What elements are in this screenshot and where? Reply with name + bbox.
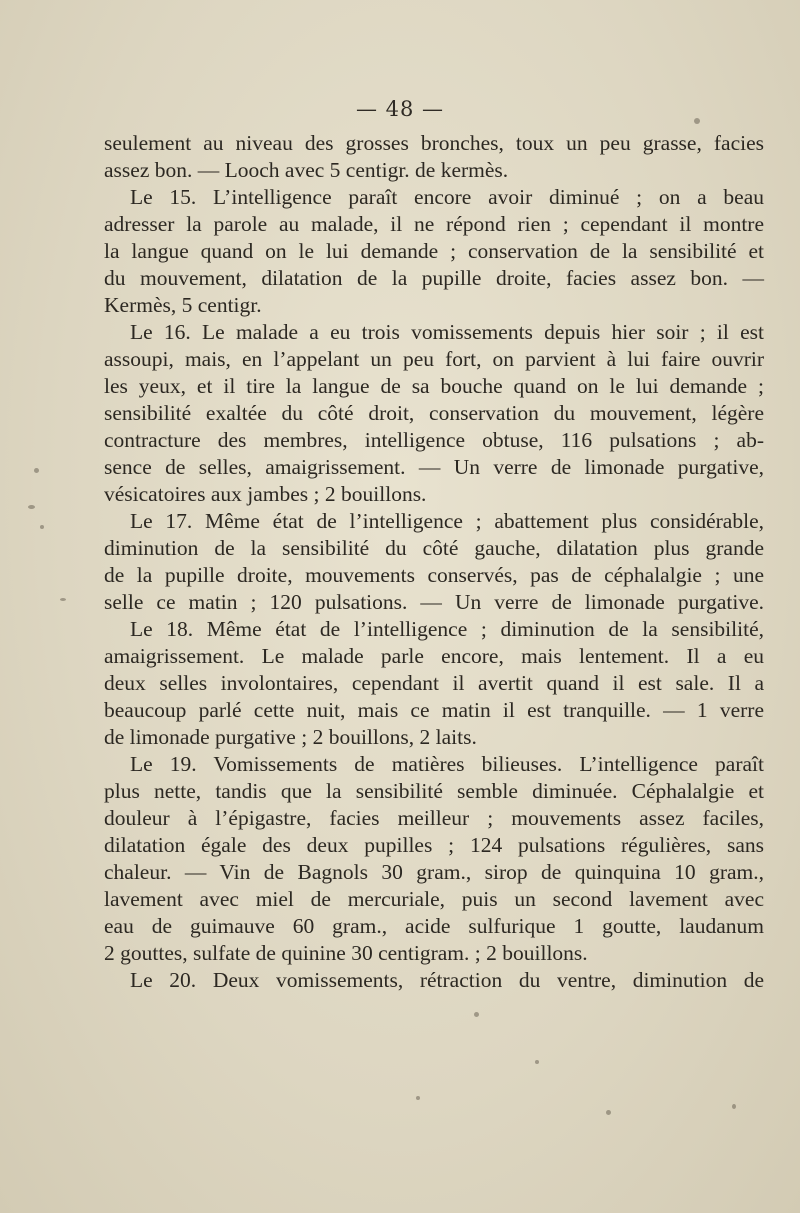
text-line: 2 gouttes, sulfate de quinine 30 centigram. ; 2 bouillons. xyxy=(104,941,588,965)
text-line: Le 15. L’intelligence paraît encore avoir diminué ; on a beau xyxy=(130,185,764,209)
text-line: seulement au niveau des grosses bronches, toux un peu grasse, facies xyxy=(104,131,764,155)
text-line: selle ce matin ; 120 pulsations. — Un verre de limonade purgative. xyxy=(104,590,764,614)
foxing-speck xyxy=(60,598,66,601)
text-line: dilatation égale des deux pupilles ; 124 pulsations régulières, sans xyxy=(104,833,764,857)
text-line: beaucoup parlé cette nuit, mais ce matin il est tranquille. — 1 verre xyxy=(104,698,764,722)
foxing-speck xyxy=(474,1012,479,1017)
text-line: lavement avec miel de mercuriale, puis un second lavement avec xyxy=(104,887,764,911)
text-line: sensibilité exaltée du côté droit, conservation du mouvement, légère xyxy=(104,401,764,425)
foxing-speck xyxy=(28,505,35,509)
foxing-speck xyxy=(416,1096,420,1100)
text-line: de la pupille droite, mouvements conservés, pas de céphalalgie ; une xyxy=(104,563,764,587)
text-line: amaigrissement. Le malade parle encore, mais lentement. Il a eu xyxy=(104,644,764,668)
page-number: — 48 — xyxy=(355,97,445,121)
text-line: assez bon. — Looch avec 5 centigr. de kermès. xyxy=(104,158,509,182)
text-line: du mouvement, dilatation de la pupille droite, facies assez bon. — xyxy=(104,266,764,290)
foxing-speck xyxy=(694,118,700,124)
text-line: eau de guimauve 60 gram., acide sulfurique 1 goutte, laudanum xyxy=(104,914,764,938)
text-line: Le 16. Le malade a eu trois vomissements depuis hier soir ; il est xyxy=(130,320,764,344)
text-line: la langue quand on le lui demande ; conservation de la sensibilité et xyxy=(104,239,764,263)
foxing-speck xyxy=(606,1110,611,1115)
text-line: adresser la parole au malade, il ne répond rien ; cependant il montre xyxy=(104,212,764,236)
text-line: assoupi, mais, en l’appelant un peu fort, on parvient à lui faire ouvrir xyxy=(104,347,764,371)
text-line: sence de selles, amaigrissement. — Un verre de limonade purgative, xyxy=(104,455,764,479)
text-line: douleur à l’épigastre, facies meilleur ; mouvements assez faciles, xyxy=(104,806,764,830)
foxing-speck xyxy=(732,1104,736,1109)
text-line: Kermès, 5 centigr. xyxy=(104,293,262,317)
foxing-speck xyxy=(40,525,44,529)
text-line: Le 17. Même état de l’intelligence ; abattement plus considérable, xyxy=(130,509,764,533)
text-line: deux selles involontaires, cependant il avertit quand il est sale. Il a xyxy=(104,671,764,695)
text-line: diminution de la sensibilité du côté gauche, dilatation plus grande xyxy=(104,536,764,560)
body-text xyxy=(104,130,764,994)
text-line: chaleur. — Vin de Bagnols 30 gram., sirop de quinquina 10 gram., xyxy=(104,860,764,884)
foxing-speck xyxy=(535,1060,539,1064)
text-line: Le 18. Même état de l’intelligence ; diminution de la sensibilité, xyxy=(130,617,764,641)
text-line: de limonade purgative ; 2 bouillons, 2 laits. xyxy=(104,725,477,749)
foxing-speck xyxy=(34,468,39,473)
text-line: Le 19. Vomissements de matières bilieuses. L’intelligence paraît xyxy=(130,752,764,776)
text-line: Le 20. Deux vomissements, rétraction du ventre, diminution de xyxy=(130,968,764,992)
text-line: vésicatoires aux jambes ; 2 bouillons. xyxy=(104,482,427,506)
text-line: les yeux, et il tire la langue de sa bouche quand on le lui demande ; xyxy=(104,374,764,398)
text-line: contracture des membres, intelligence obtuse, 116 pulsations ; ab- xyxy=(104,428,764,452)
text-line: plus nette, tandis que la sensibilité semble diminuée. Céphalalgie et xyxy=(104,779,764,803)
